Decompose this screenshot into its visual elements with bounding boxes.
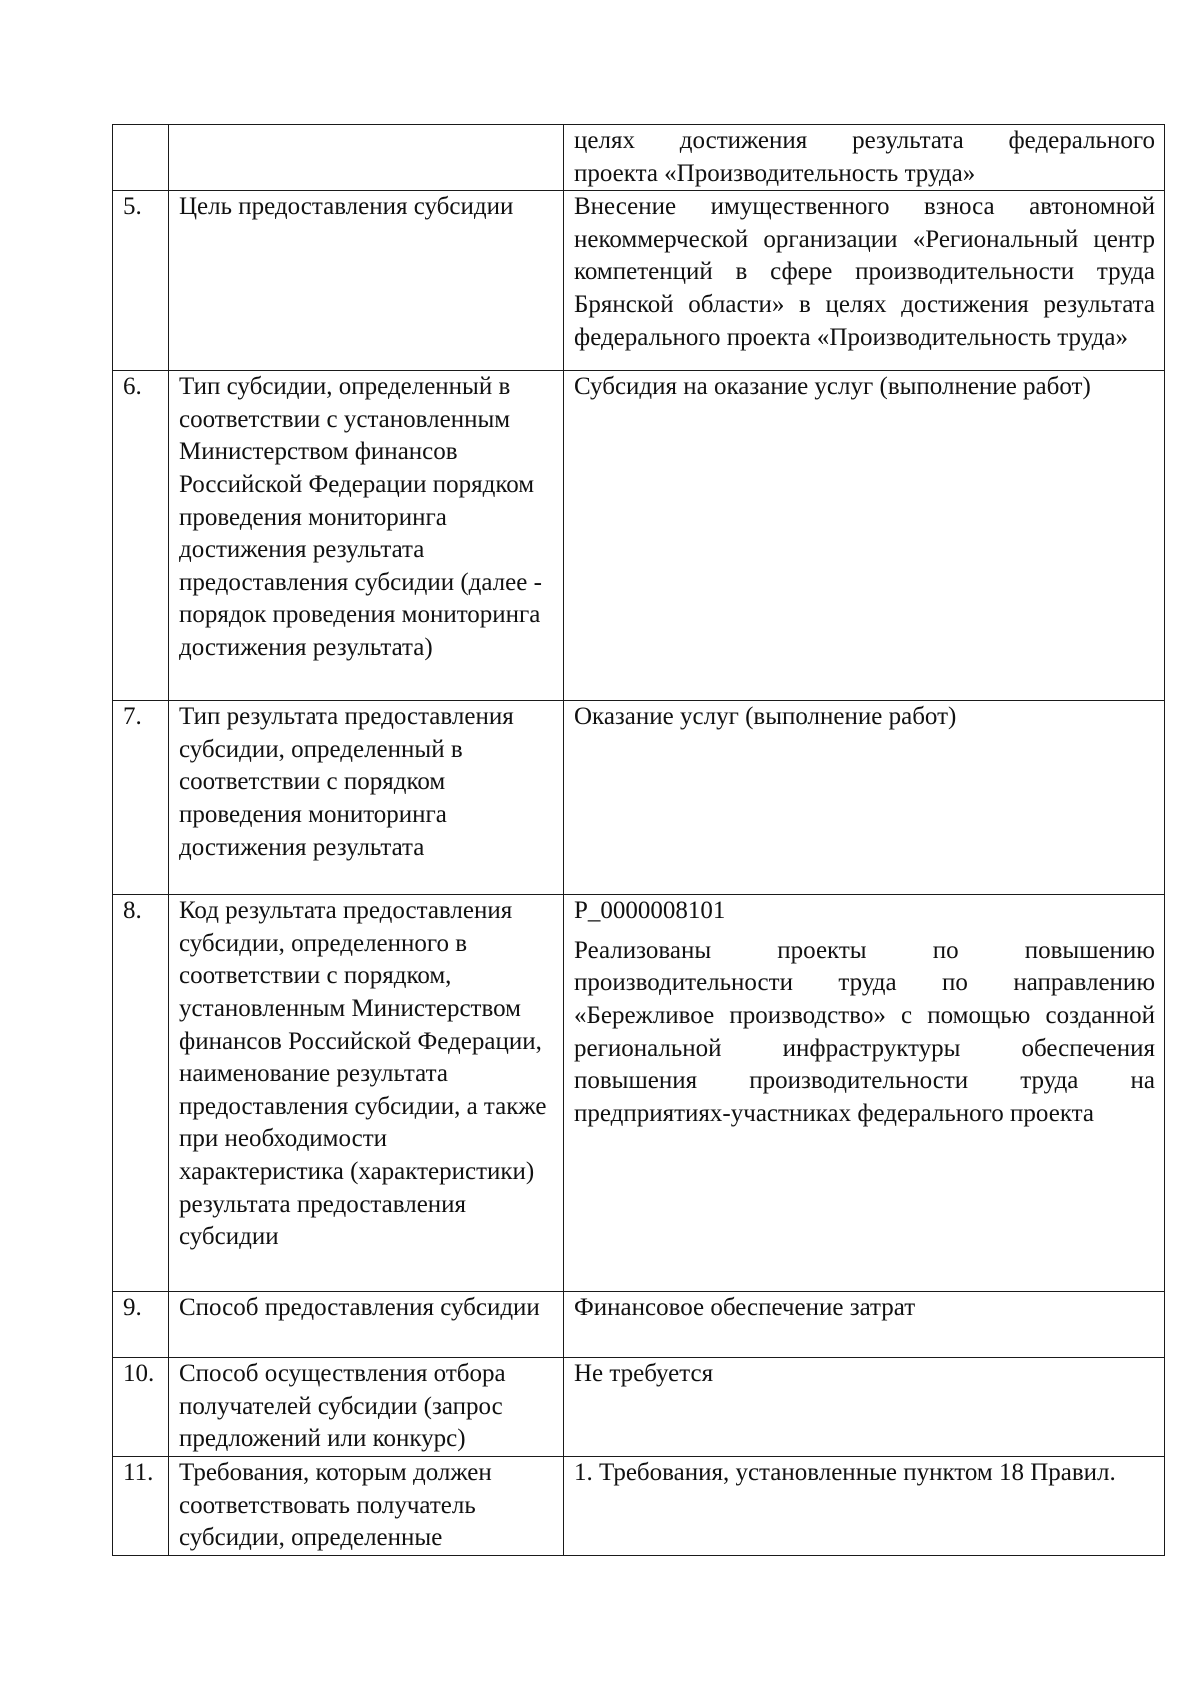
row-value: Субсидия на оказание услуг (выполнение работ) [564, 371, 1165, 701]
row-number: 5. [113, 191, 169, 371]
row-number: 10. [113, 1358, 169, 1457]
table-row [113, 895, 1165, 1292]
row-value [564, 895, 1165, 1292]
result-code: P_0000008101 [574, 897, 726, 925]
row-number: 9. [113, 1292, 169, 1358]
row-label: Способ предоставления субсидии [169, 1292, 564, 1358]
table-row [113, 701, 1165, 895]
row-label: Требования, которым должен соответствовать получатель субсидии, определенные [169, 1457, 564, 1556]
row-label: Тип субсидии, определенный в соответствии с установленным Министерством финансов Российской Федерации порядком проведения мониторинга достижения результата предоставления субсидии (далее - порядок проведения мониторинга достижения результата) [169, 371, 564, 701]
row-label: Способ осуществления отбора получателей субсидии (запрос предложений или конкурс) [169, 1358, 564, 1457]
row-number: 11. [113, 1457, 169, 1556]
row-number: 7. [113, 701, 169, 895]
row-value: целях достижения результата федерального проекта «Производительность труда» [564, 125, 1165, 191]
row-value: Оказание услуг (выполнение работ) [564, 701, 1165, 895]
table-row [113, 1292, 1165, 1358]
row-label: Код результата предоставления субсидии, определенного в соответствии с порядком, установленным Министерством финансов Российской Федерации, наименование результата предоставления субсидии, а также при необходимости характеристика (характеристики) результата предоставления субсидии [169, 895, 564, 1292]
table-row [113, 191, 1165, 371]
row-value: 1. Требования, установленные пунктом 18 Правил. [564, 1457, 1165, 1556]
row-number: 8. [113, 895, 169, 1292]
row-number [113, 125, 169, 191]
row-value: Не требуется [564, 1358, 1165, 1457]
table-row [113, 125, 1165, 191]
subsidy-parameters-table [112, 124, 1165, 1556]
row-value: Внесение имущественного взноса автономной некоммерческой организации «Региональный центр компетенций в сфере производительности труда Брянской области» в целях достижения результата федерального проекта «Производительность труда» [564, 191, 1165, 371]
row-label: Тип результата предоставления субсидии, определенный в соответствии с порядком проведения мониторинга достижения результата [169, 701, 564, 895]
row-label [169, 125, 564, 191]
table-row [113, 1358, 1165, 1457]
row-number: 6. [113, 371, 169, 701]
row-value: Финансовое обеспечение затрат [564, 1292, 1165, 1358]
row-label: Цель предоставления субсидии [169, 191, 564, 371]
result-name: Реализованы проекты по повышению производительности труда по направлению «Бережливое производство» с помощью созданной региональной инфраструктуры обеспечения повышения производительности труда на предприятиях-участниках федерального проекта [574, 936, 1155, 1127]
table-row [113, 1457, 1165, 1556]
table-row [113, 371, 1165, 701]
